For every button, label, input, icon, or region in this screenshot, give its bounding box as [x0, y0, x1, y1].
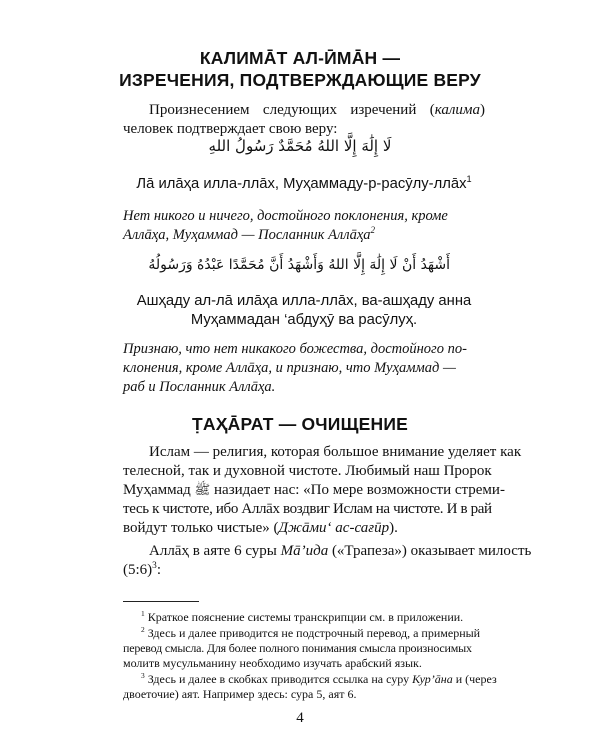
- p1-source: Джāми‘ ас-сағӣр: [278, 520, 390, 536]
- intro-text-b: ) человек подтверждает свою веру:: [123, 102, 485, 137]
- p2-line2: [123, 561, 485, 580]
- kalima1-transliteration: [120, 175, 488, 194]
- footnote-1-mark: 1: [141, 609, 145, 618]
- kalima2-translation-line2: клонения, кроме Аллāҳа, и признаю, что Муҳаммад —: [123, 360, 456, 376]
- footnote-separator: [123, 601, 199, 602]
- p1-line2: телесной, так и духовной чистоте. Любимый наш Пророк: [123, 463, 492, 479]
- kalima2-translation-line3: раб и Посланник Аллāҳа.: [123, 379, 276, 395]
- footnote-3-quran: Кур’āна: [412, 672, 453, 686]
- footnote-2-line3: молитв мусульманину необходимо изучать арабский язык.: [123, 656, 422, 670]
- p1-line3-a: Муҳаммад: [123, 482, 191, 498]
- p2-sura-name: Мā’ида: [280, 543, 329, 559]
- p2-text-b: («Трапеза») оказывает милость: [328, 543, 532, 559]
- footnote-3-mark: 3: [141, 671, 145, 680]
- intro-term: калима: [434, 102, 480, 118]
- p2-text-a: Аллāҳ в аяте 6 суры: [149, 543, 281, 559]
- p1-line3-b: назидает нас: «По мере возможности стреми-: [214, 482, 505, 498]
- footnote-3-line2: двоеточие) аят. Например здесь: сура 5, аят 6.: [123, 687, 357, 701]
- kalima2-translit-line2: Муҳаммадан ‘абдуҳӯ ва расӯлуҳ.: [190, 312, 418, 328]
- footnote-ref-2: 2: [370, 225, 376, 236]
- kalima2-arabic: أَشْهَدُ أَنْ لَا إِلَٰهَ إِلَّا اللهُ وَأَشْهَدُ أَنَّ مُحَمَّدًا عَبْدُهُ وَرَسُولُهُ: [148, 257, 450, 273]
- footnote-1: [123, 610, 485, 625]
- section2-title: ṬАҲĀРАТ — ОЧИЩЕНИЕ: [192, 414, 408, 434]
- footnote-1-text: Краткое пояснение системы транскрипции см. в приложении.: [147, 610, 464, 624]
- p2-line1: [123, 542, 532, 561]
- intro-text-a: Произнесением следующих изречений (: [149, 102, 435, 118]
- salawat-symbol: ﷺ: [194, 483, 211, 498]
- footnote-2-text-1: Здесь и далее приводится не подстрочный перевод, а примерный: [147, 626, 481, 640]
- kalima2-translit-line1: Ашҳаду ал-лā илāҳа илла-ллāх, ва-ашҳаду анна: [136, 293, 472, 309]
- footnote-2-line1: [123, 626, 485, 641]
- p1-line1: Ислам — религия, которая большое внимание уделяет как: [149, 444, 522, 460]
- footnote-3-text-a: Здесь и далее в скобках приводится ссылка на суру: [147, 672, 413, 686]
- kalima2-translation-line1: Признаю, что нет никакого божества, достойного по-: [123, 341, 467, 357]
- kalima1-translation-text: Нет никого и ничего, достойного поклонения, кроме Аллāҳа, Муҳаммад — Посланник Аллāҳа: [123, 208, 448, 243]
- p1-line3: [123, 481, 505, 500]
- section1-title-line1: КАЛИМĀТ АЛ-ӢМĀН —: [199, 48, 401, 68]
- p1-line5-b: ).: [389, 520, 398, 536]
- p1-line5: [123, 519, 485, 538]
- footnote-ref-1: 1: [466, 174, 472, 185]
- kalima1-arabic: لَا إِلَٰهَ إِلَّا اللهُ مُحَمَّدٌ رَسُولُ اللهِ: [208, 137, 392, 155]
- p1-line4: тесь к чистоте, ибо Аллāх воздвиг Ислам на чистоте. И в рай: [123, 501, 492, 517]
- kalima1-translit-text: Лā илāҳа илла-ллāх, Муҳаммаду-р-расӯлу-ллāх: [136, 176, 467, 192]
- p2-colon: :: [156, 562, 161, 578]
- footnote-2-mark: 2: [141, 625, 145, 634]
- footnote-2-line2: перевод смысла. Для более полного понимания смысла произносимых: [123, 641, 472, 655]
- p1-line5-a: войдут только чистые» (: [123, 520, 279, 536]
- footnote-ref-3: 3: [152, 561, 157, 571]
- p2-ref: (5:6): [123, 562, 153, 578]
- footnote-3-text-b: и (через: [452, 672, 497, 686]
- page-number: 4: [296, 710, 304, 726]
- footnote-3-line1: [123, 671, 497, 687]
- section1-title-line2: ИЗРЕЧЕНИЯ, ПОДТВЕРЖДАЮЩИЕ ВЕРУ: [119, 70, 481, 90]
- kalima1-translation: [123, 207, 485, 245]
